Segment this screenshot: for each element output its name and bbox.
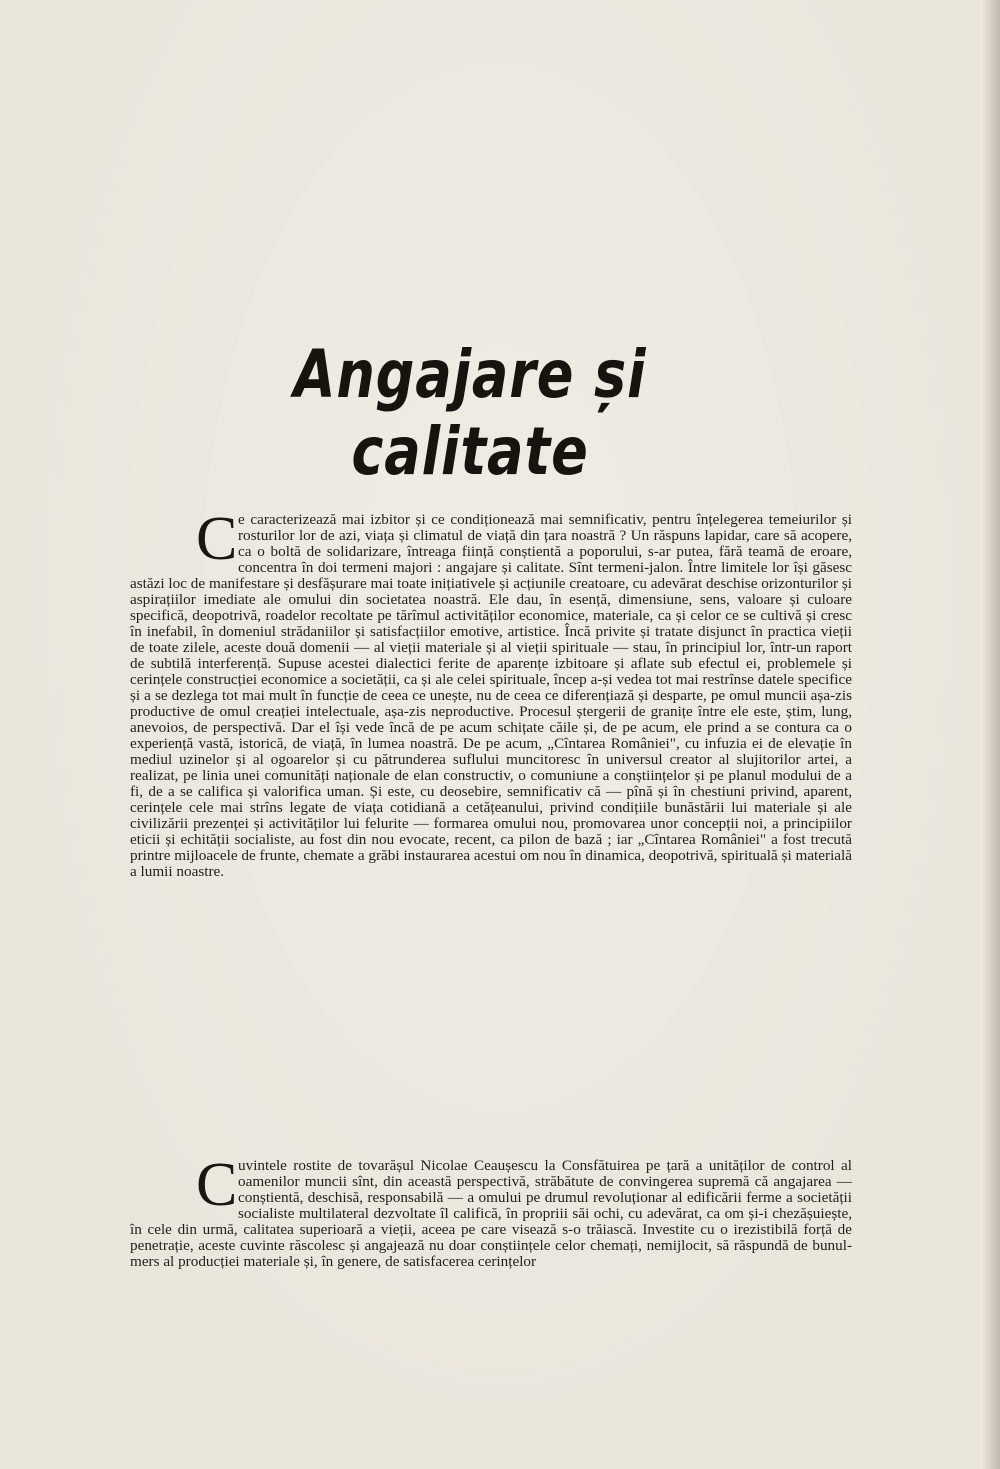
article-paragraph-1: [130, 505, 852, 880]
paragraph-text: e caracterizează mai izbitor și ce condiționează mai semnificativ, pentru înțelegerea temeiurilor și rosturilor lor de azi, viața și climatul de viață din țara noastră ? Un răspuns lapidar, care să acopere, ca o boltă de solidarizare, întreaga ființă conștientă a poporului, s-ar putea, fără teamă de eroare, concentra în doi termeni majori : angajare și calitate. Sînt termeni-jalon. Între limitele lor își găsesc astăzi loc de manifestare și desfășurare mai toate inițiativele și acțiunile creatoare, cu adevărat deschise orizonturilor și aspirațiilor imediate ale omului din societatea noastră. Ele dau, în esență, dimensiune, sens, valoare și culoare specifică, deopotrivă, roadelor recoltate pe tărîmul activităților economice, materiale, ca și celor ce se cultivă și cresc în inefabil, în domeniul strădaniilor și satisfacțiilor emotive, artistice. Încă privite și tratate disjunct în practica vieții de toate zilele, aceste două domenii — al vieții materiale și al vieții spirituale — stau, în principiul lor, într-un raport de subtilă interferență. Supuse acestei dialectici ferite de aparențe izbitoare și aflate sub efectul ei, problemele și cerințele construcției economice a societății, ca și ale celei spirituale, încep a-și vedea tot mai restrînse datele specifice și a se dezlega tot mai mult în funcție de ceea ce unește, nu de ceea ce diferențiază și desparte, pe omul muncii așa-zis productive de omul creației intelectuale, așa-zis neproductive. Procesul ștergerii de granițe între ele este, știm, lung, anevoios, de perspectivă. Dar el își vede încă de pe acum schițate căile și, de pe acum, ele prind a se contura ca o experiență vastă, istorică, de viață, în lumea noastră. De pe acum, „Cîntarea României", cu infuzia ei de elevație în mediul uzinelor și al ogoarelor și cu pătrunderea suflului muncitoresc în universul creator al slujitorilor artei, a realizat, pe linia unei comunități naționale de elan constructiv, o comuniune a conștiințelor și pe planul modului de a fi, de a se califica și valorifica uman. Și este, cu deosebire, semnificativ că — pînă și în chestiuni privind, aparent, cerințele cele mai strîns legate de viața cotidiană a cetățeanului, privind condițiile bunăstării lui materiale și ale civilizării prezenței și activităților lui felurite — formarea omului nou, promovarea unor concepții noi, a principiilor eticii și echității socialiste, au fost din nou evocate, recent, ca pilon de bază ; iar „Cîntarea României" a fost trecută printre mijloacele de frunte, chemate a grăbi instaurarea acestui om nou în dinamica, deopotrivă, spirituală și materială a lumii noastre.: [130, 511, 852, 880]
drop-cap-initial: C: [196, 1151, 238, 1219]
article-title: Angajare și calitate: [293, 336, 647, 490]
article-paragraph-2: [130, 1151, 852, 1270]
page-edge-shadow: [982, 0, 1000, 1469]
drop-cap-initial: C: [196, 505, 238, 573]
paragraph-text: uvintele rostite de tovarășul Nicolae Ceaușescu la Consfătuirea pe țară a unităților de control al oamenilor muncii sînt, din această perspectivă, străbătute de convingerea supremă că angajarea — conștientă, deschisă, responsabilă — a omului pe drumul revoluționar al edificării ferme a societății socialiste multilateral dezvoltate îl califică, în propriii săi ochi, cu adevărat, ca om și-i chezășuiește, în cele din urmă, calitatea superioară a vieții, aceea pe care visează s-o trăiască. Investite cu o irezistibilă forță de penetrație, aceste cuvinte răscolesc și angajează nu doar conștiințele celor chemați, nemijlocit, să răspundă de bunul-mers al producției materiale și, în genere, de satisfacerea cerințelor: [130, 1157, 852, 1270]
